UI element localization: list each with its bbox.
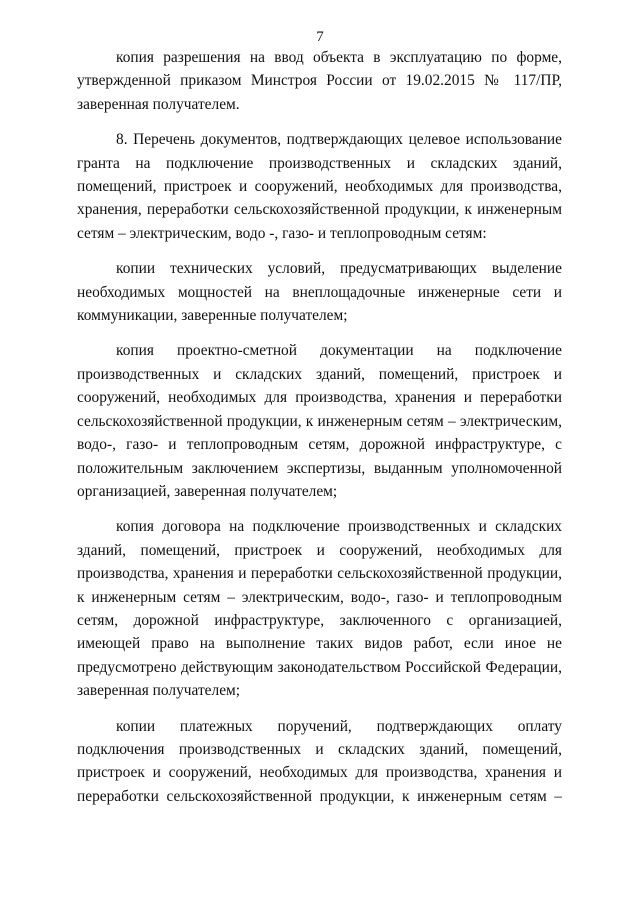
text-line: сельскохозяйственной продукции, к инженерным сетям – электрическим, [77,412,562,430]
text-line: гранта на подключение производственных и складских зданий, [77,154,562,172]
text-line: переработки сельскохозяйственной продукции, к инженерным сетям – [77,787,562,805]
text-line: помещений, пристроек и сооружений, необходимых для производства, [77,178,562,196]
page-number: 7 [316,29,324,45]
text-line: копии платежных поручений, подтверждающих оплату [116,717,562,735]
text-line: зданий, помещений, пристроек и сооружений, необходимых для [77,541,562,559]
paragraph-design-documentation [77,339,562,503]
text-line: имеющей право на выполнение таких видов работ, если иное не [77,635,562,653]
text-line: сетям, дорожной инфраструктуре, заключенного с организацией, [77,611,562,629]
text-line: пристроек и сооружений, необходимых для производства, хранения и [77,764,562,782]
text-line: копия разрешения на ввод объекта в эксплуатацию по форме, [116,49,562,66]
text-line: сетям – электрическим, водо -, газо- и теплопроводным сетям: [77,224,487,242]
text-line: положительным заключением экспертизы, выданным уполномоченной [77,459,562,477]
text-line: организацией, заверенная получателем; [77,482,338,500]
paragraph-item-8 [77,128,562,245]
text-line: хранения, переработки сельскохозяйственной продукции, к инженерным [77,201,562,219]
paragraph-technical-conditions [77,257,562,327]
text-line: производственных и складских зданий, помещений, пристроек и [77,365,562,383]
text-line: производства, хранения и переработки сельскохозяйственной продукции, [77,565,562,583]
text-line: заверенная получателем. [77,95,240,113]
document-body [77,46,562,808]
text-line: копии технических условий, предусматривающих выделение [116,260,562,278]
paragraph-permit-copy [77,46,562,116]
text-line: утвержденной приказом Минстроя России от 19.02.2015 № 117/ПР, [77,72,562,90]
text-line: 8. Перечень документов, подтверждающих целевое использование [116,131,562,149]
text-line: заверенная получателем; [77,682,241,700]
text-line: необходимых мощностей на внеплощадочные инженерные сети и [77,283,562,301]
text-line: коммуникации, заверенные получателем; [77,307,348,325]
paragraph-connection-contract [77,515,562,702]
text-line: копия проектно-сметной документации на подключение [116,342,562,360]
text-line: предусмотрено действующим законодательством Российской Федерации, [77,658,562,676]
text-line: сооружений, необходимых для производства, хранения и переработки [77,389,562,407]
text-line: подключения производственных и складских зданий, помещений, [77,740,562,758]
paragraph-payment-orders [77,715,562,809]
text-line: к инженерным сетям – электрическим, водо-, газо- и теплопроводным [77,588,562,606]
text-line: водо-, газо- и теплопроводным сетям, дорожной инфраструктуре, с [77,436,562,454]
text-line: копия договора на подключение производственных и складских [116,518,562,536]
